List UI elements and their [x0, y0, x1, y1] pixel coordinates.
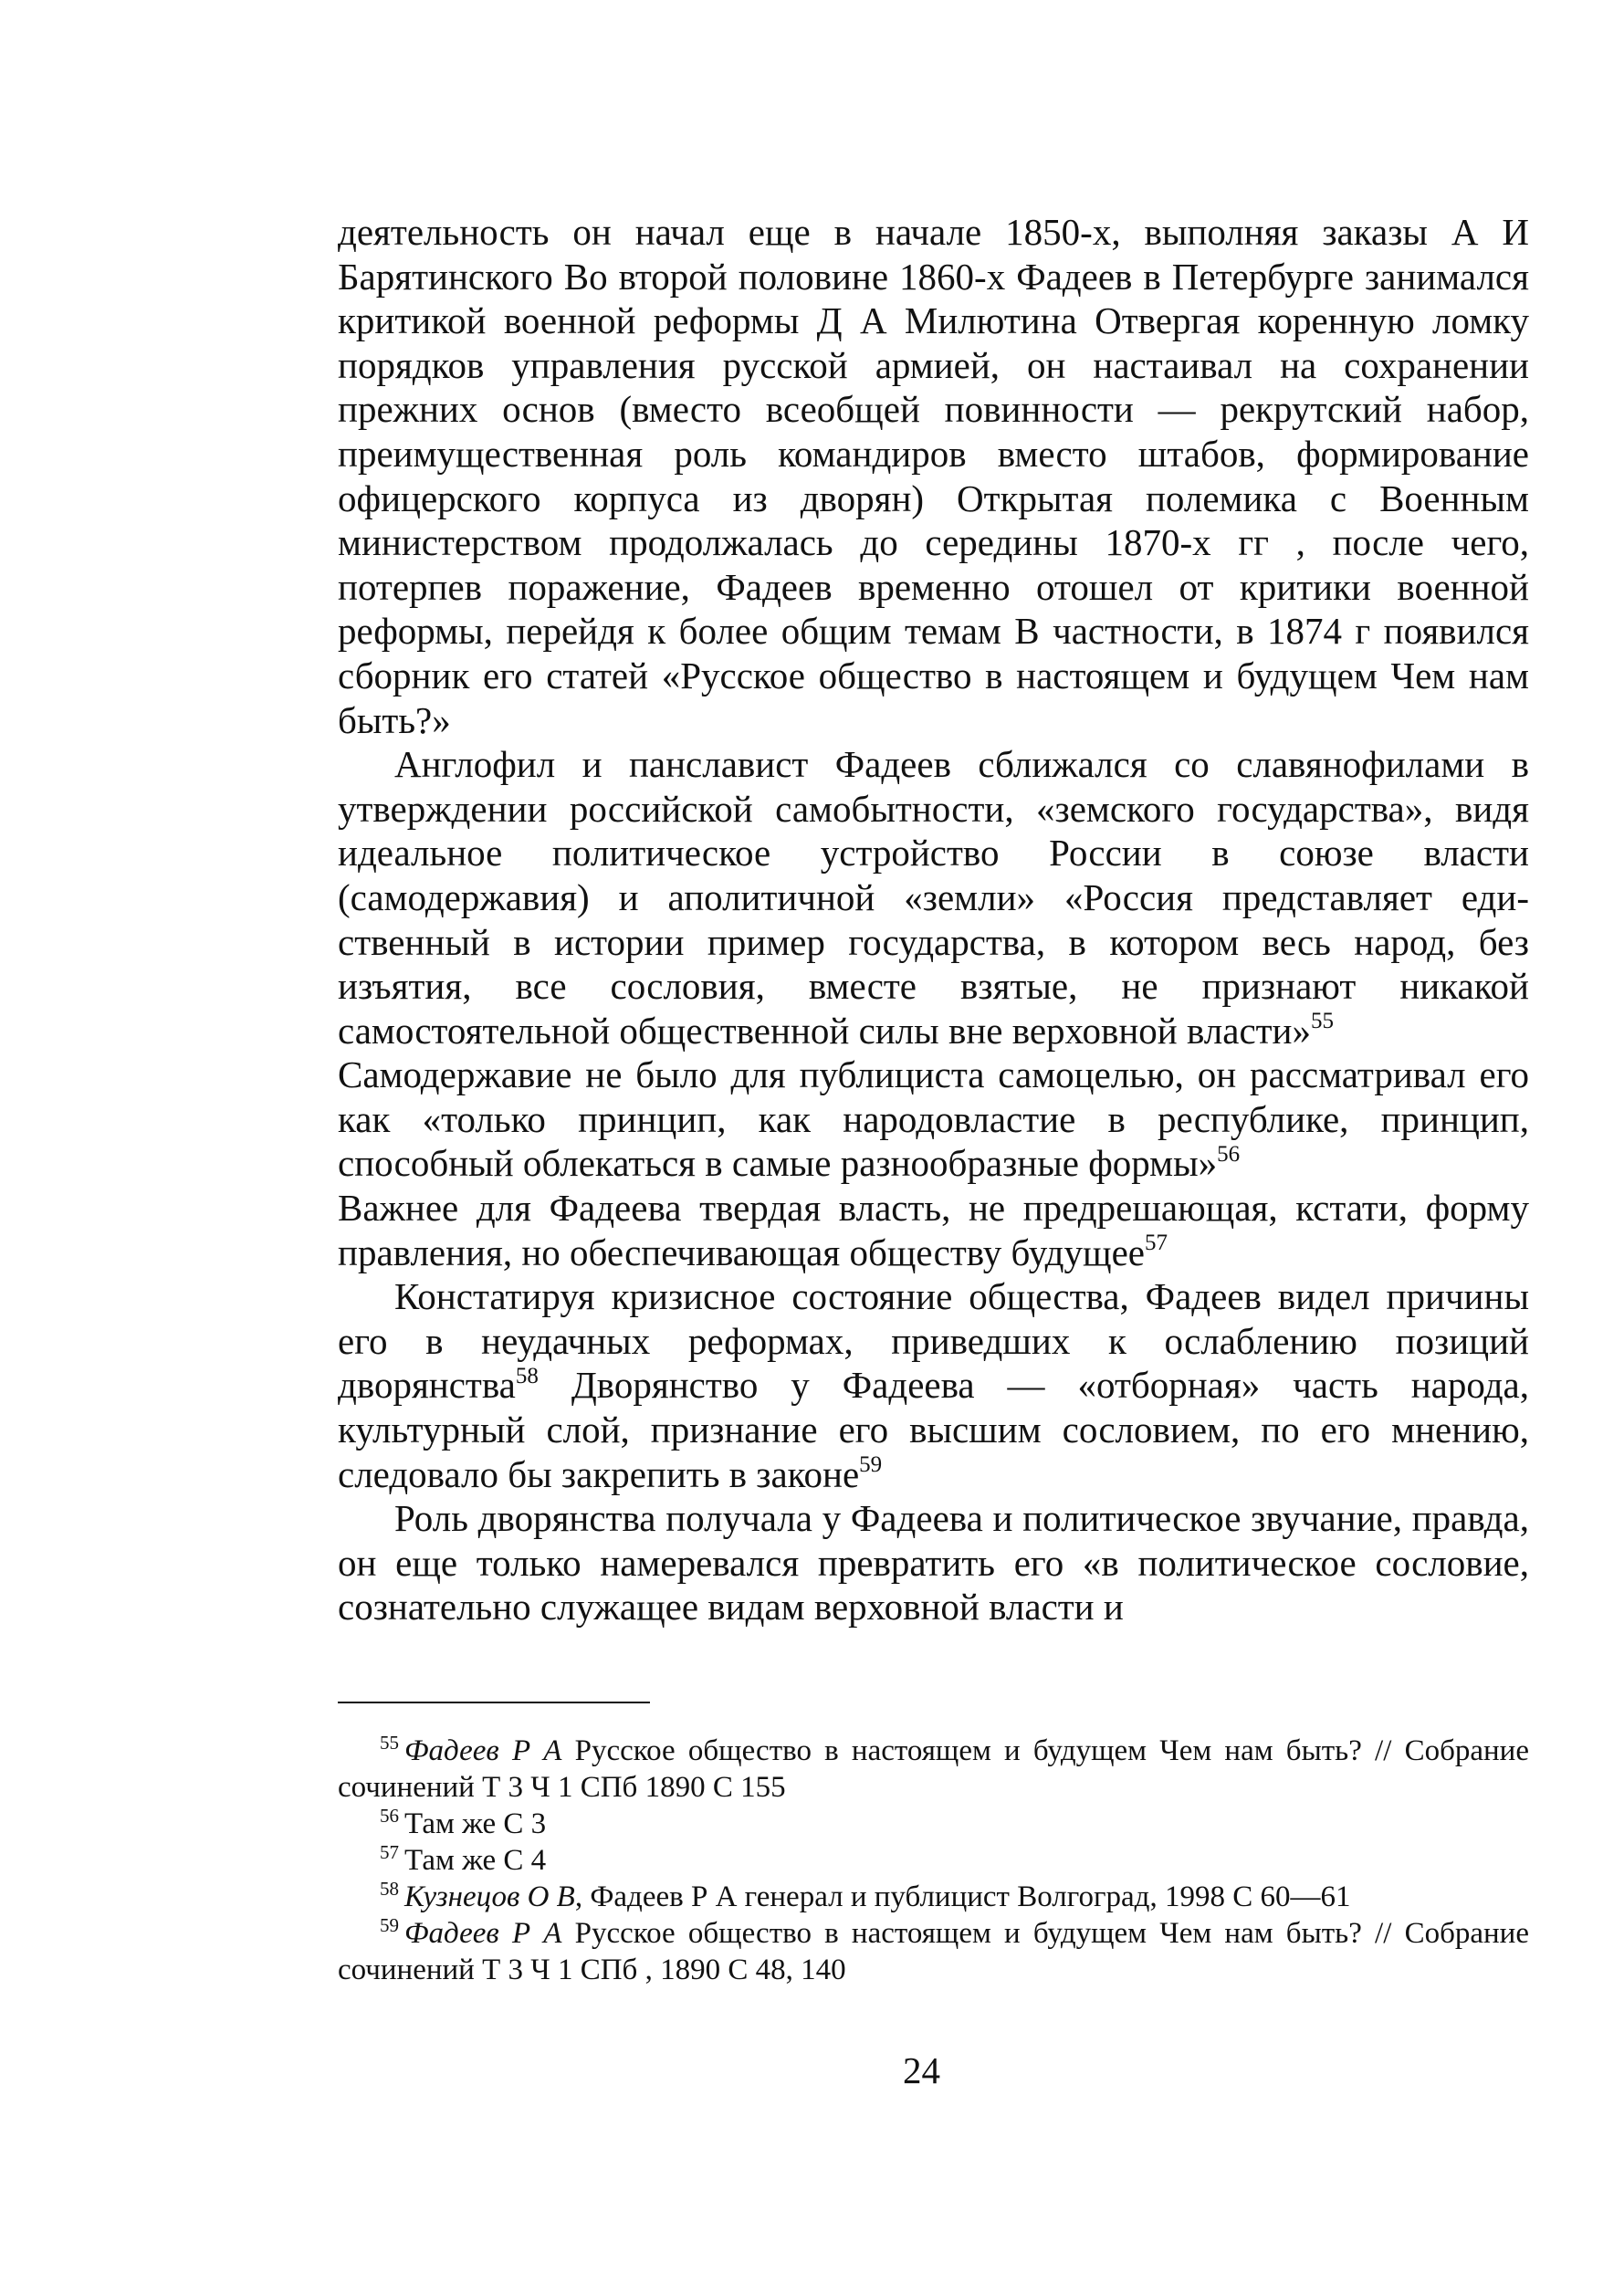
footnote-divider [338, 1702, 650, 1703]
main-text [338, 210, 1529, 1629]
footnote-ref-55[interactable]: 55 [1311, 1009, 1334, 1034]
footnote-58: $^{58}$ Кузнецов О В, Фадеев Р А генерал и публицист Волгоград, 1998 С 60—61 [380, 1878, 1351, 1913]
footnote-ref-58[interactable]: 58 [515, 1363, 539, 1388]
paragraph-1: деятельность он начал еще в начале 1850-х, выполняя заказы А И Барятинского Во второй половине 1860-х Фадеев в Петербурге занимался критикой военной реформы Д А Милютина Отвергая коренную ломку порядков управления русской армией, он настаивал на сохранении прежних основ (вместо всеобщей повинности — рекрутский набор, преимущественная роль командиров вместо штабов, формирование офицерского корпуса из дворян) Открытая полемика с Военным министерством продолжалась до середины 1870-х гг , после чего, потерпев поражение, Фадеев временно отошел от критики военной реформы, перейдя к более общим темам В частности, в 1874 г появился сборник его статей «Русское общество в настоящем и будущем Чем нам быть?» [338, 211, 1529, 741]
paragraph-4: Роль дворянства получала у Фадеева и политическое звучание, правда, он еще только намеревался превратить его «в политическое сословие, сознательно служащее видам верховной власти и [338, 1497, 1529, 1629]
page-number: 24 [903, 2049, 940, 2091]
footnotes [338, 1733, 1529, 1988]
footnote-57: $^{57}$ Там же С 4 [380, 1841, 547, 1877]
footnote-55: $^{55}$ Фадеев Р А Русское общество в настоящем и будущем Чем нам быть? // Собрание сочинений Т 3 Ч 1 СПб 1890 С 155 [338, 1732, 1529, 1804]
footnote-ref-59[interactable]: 59 [859, 1451, 883, 1477]
paragraph-2: Англофил и панславист Фадеев сближался со славянофилами в утверждении российской самобытности, «земского государства», видя идеальное политическое устройство России в союзе власти (самодержавия) и аполитичной «земли» «Россия представляет едиственный в истории пример государства, в котором весь народ, без изъятия, все сословия, вместе взятые, не признают никакой самостоятельной общественной силы вне верховной власти»$^{55}$ Самодержавие не было для публициста самоцелью, он рассматривал его как «только принцип, как народовластие в республике, принцип, способный облекаться в самые разнообразные формы»$^{56}$ Важнее для Фадеева твердая власть, не предрешающая, кстати, форму правления, но обеспечивающая обществу будущее$^{57}$ [338, 743, 1529, 1273]
footnote-56: $^{56}$ Там же С 3 [380, 1805, 547, 1840]
footnote-ref-56[interactable]: 56 [1217, 1141, 1241, 1167]
paragraph-3: Констатируя кризисное состояние общества, Фадеев видел причины его в неудачных реформах, приведших к ослаблению позиций дворянства$^{58}$ Дворянство у Фадеева — «отборная» часть народа, культурный слой, признание его высшим сословием, по его мнению, следовало бы закрепить в законе$^{59}$ [338, 1275, 1529, 1495]
footnote-ref-57[interactable]: 57 [1145, 1231, 1168, 1255]
footnote-59: $^{59}$ Фадеев Р А Русское общество в настоящем и будущем Чем нам быть? // Собрание сочинений Т 3 Ч 1 СПб , 1890 С 48, 140 [338, 1914, 1529, 1986]
